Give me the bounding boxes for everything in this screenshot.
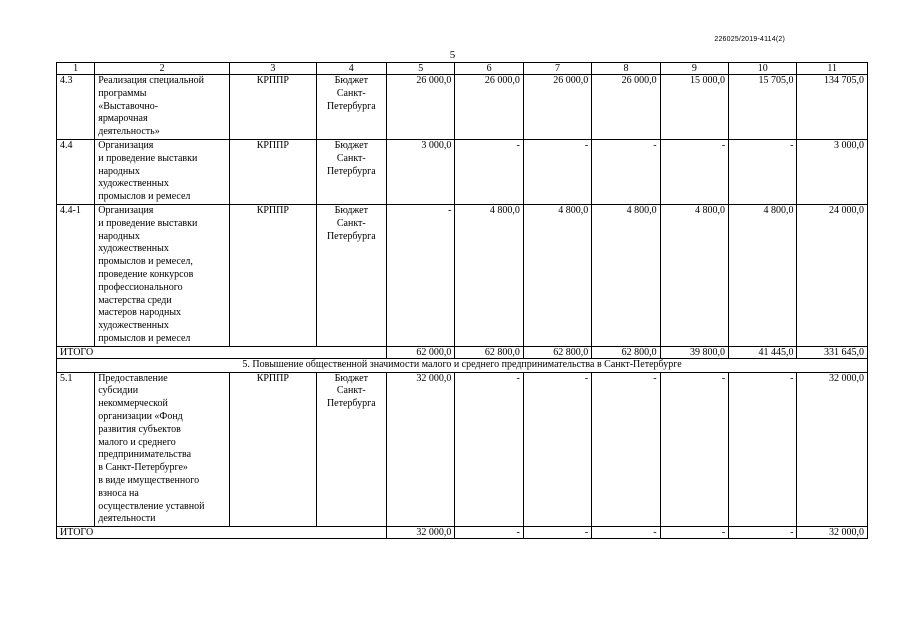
col-number-7: 7 xyxy=(523,63,591,75)
item-executor: КРППР xyxy=(230,139,317,204)
item-number: 5.1 xyxy=(57,372,95,527)
item-name-line: и проведение выставки xyxy=(98,152,198,164)
col-number-1: 1 xyxy=(57,63,95,75)
col-number-8: 8 xyxy=(592,63,660,75)
total-label: ИТОГО xyxy=(57,346,387,358)
item-name-line: промыслов и ремесел, xyxy=(98,256,193,268)
table-row xyxy=(57,139,868,204)
item-name xyxy=(95,75,230,140)
item-name-line: ярмарочная xyxy=(98,113,148,125)
item-name xyxy=(95,372,230,527)
amount-cell: 15 705,0 xyxy=(729,75,797,140)
item-name-line: мастеров народных xyxy=(98,307,182,319)
item-name-line: развития субъектов xyxy=(98,423,181,435)
total-amount-cell: - xyxy=(729,527,797,539)
item-name-line: Реализация специальной xyxy=(98,75,204,86)
item-name-line: промыслов и ремесел xyxy=(98,332,191,344)
amount-cell: - xyxy=(387,204,455,346)
item-name-line: промыслов и ремесел xyxy=(98,191,191,203)
item-name-line: в виде имущественного xyxy=(98,474,200,486)
total-amount-cell: 331 645,0 xyxy=(797,346,868,358)
item-name-line: мастерства среди xyxy=(98,294,172,306)
amount-cell: 3 000,0 xyxy=(387,139,455,204)
section-row xyxy=(57,358,868,372)
item-number: 4.4 xyxy=(57,139,95,204)
page-number: 5 xyxy=(449,49,456,61)
item-name-line: художественных xyxy=(98,320,169,332)
amount-cell: - xyxy=(660,372,728,527)
col-number-5: 5 xyxy=(387,63,455,75)
col-number-11: 11 xyxy=(797,63,868,75)
funding-source-line: Петербурга xyxy=(326,398,376,410)
amount-cell: 15 000,0 xyxy=(660,75,728,140)
item-number: 4.4-1 xyxy=(57,204,95,346)
column-number-row xyxy=(57,63,868,75)
budget-table xyxy=(56,62,868,539)
item-executor: КРППР xyxy=(230,372,317,527)
item-name-line: некоммерческой xyxy=(98,398,168,410)
item-name-line: взноса на xyxy=(98,487,139,499)
funding-source xyxy=(316,75,386,140)
item-name xyxy=(95,204,230,346)
funding-source xyxy=(316,204,386,346)
total-amount-cell: - xyxy=(523,527,591,539)
item-name-line: в Санкт-Петербурге» xyxy=(98,462,188,474)
total-amount-cell: 62 800,0 xyxy=(592,346,660,358)
funding-source-line: Бюджет xyxy=(334,75,368,86)
item-name-line: программы xyxy=(98,87,147,99)
funding-source-line: Санкт- xyxy=(336,385,366,397)
col-number-10: 10 xyxy=(729,63,797,75)
funding-source-line: Бюджет xyxy=(334,372,368,384)
table-row xyxy=(57,75,868,140)
amount-cell: 26 000,0 xyxy=(592,75,660,140)
item-name-line: осуществление уставной xyxy=(98,500,205,512)
amount-cell: 26 000,0 xyxy=(523,75,591,140)
item-name-line: народных xyxy=(98,165,140,177)
item-name-line: малого и среднего xyxy=(98,436,176,448)
total-amount-cell: 62 800,0 xyxy=(455,346,523,358)
total-row xyxy=(57,527,868,539)
amount-cell: 4 800,0 xyxy=(660,204,728,346)
item-executor: КРППР xyxy=(230,75,317,140)
item-name-line: организации «Фонд xyxy=(98,410,183,422)
item-name-line: художественных xyxy=(98,178,169,190)
funding-source-line: Петербурга xyxy=(326,100,376,112)
col-number-3: 3 xyxy=(230,63,317,75)
amount-cell: 4 800,0 xyxy=(592,204,660,346)
amount-cell: 32 000,0 xyxy=(387,372,455,527)
item-number: 4.3 xyxy=(57,75,95,140)
col-number-9: 9 xyxy=(660,63,728,75)
item-name-line: предпринимательства xyxy=(98,449,192,461)
col-number-4: 4 xyxy=(316,63,386,75)
funding-source-line: Петербурга xyxy=(326,165,376,177)
item-name-line: субсидии xyxy=(98,385,139,397)
total-row xyxy=(57,346,868,358)
amount-cell: 26 000,0 xyxy=(455,75,523,140)
funding-source-line: Санкт- xyxy=(336,217,366,229)
item-name-line: Предоставление xyxy=(98,372,168,384)
amount-cell: 26 000,0 xyxy=(387,75,455,140)
table-row xyxy=(57,204,868,346)
amount-cell: 4 800,0 xyxy=(729,204,797,346)
total-amount-cell: - xyxy=(660,527,728,539)
amount-cell: - xyxy=(523,139,591,204)
col-number-2: 2 xyxy=(95,63,230,75)
item-name xyxy=(95,139,230,204)
funding-source-line: Санкт- xyxy=(336,152,366,164)
amount-cell: - xyxy=(455,139,523,204)
table-row xyxy=(57,372,868,527)
item-name-line: деятельность» xyxy=(98,126,160,138)
amount-cell: - xyxy=(660,139,728,204)
amount-cell: - xyxy=(592,139,660,204)
funding-source-line: Бюджет xyxy=(334,139,368,151)
amount-cell: 24 000,0 xyxy=(797,204,868,346)
item-name-line: проведение конкурсов xyxy=(98,268,194,280)
total-label: ИТОГО xyxy=(57,527,387,539)
total-amount-cell: 32 000,0 xyxy=(797,527,868,539)
total-amount-cell: 41 445,0 xyxy=(729,346,797,358)
total-amount-cell: 32 000,0 xyxy=(387,527,455,539)
total-amount-cell: - xyxy=(455,527,523,539)
funding-source xyxy=(316,139,386,204)
item-name-line: деятельности xyxy=(98,513,156,525)
document-id: 226025/2019-4114(2) xyxy=(714,36,785,43)
amount-cell: - xyxy=(729,139,797,204)
item-name-line: художественных xyxy=(98,243,169,255)
item-name-line: Организация xyxy=(98,139,154,151)
total-amount-cell: 62 800,0 xyxy=(523,346,591,358)
section-title: 5. Повышение общественной значимости малого и среднего предпринимательства в Санкт-Петербурге xyxy=(57,358,868,372)
amount-cell: - xyxy=(523,372,591,527)
funding-source-line: Санкт- xyxy=(336,87,366,99)
amount-cell: 4 800,0 xyxy=(455,204,523,346)
total-amount-cell: - xyxy=(592,527,660,539)
item-name-line: Организация xyxy=(98,204,154,216)
amount-cell: - xyxy=(592,372,660,527)
total-amount-cell: 39 800,0 xyxy=(660,346,728,358)
item-name-line: профессионального xyxy=(98,281,183,293)
amount-cell: - xyxy=(729,372,797,527)
amount-cell: 32 000,0 xyxy=(797,372,868,527)
item-name-line: и проведение выставки xyxy=(98,217,198,229)
amount-cell: 3 000,0 xyxy=(797,139,868,204)
total-amount-cell: 62 000,0 xyxy=(387,346,455,358)
col-number-6: 6 xyxy=(455,63,523,75)
item-executor: КРППР xyxy=(230,204,317,346)
item-name-line: «Выставочно- xyxy=(98,100,159,112)
amount-cell: 134 705,0 xyxy=(797,75,868,140)
funding-source-line: Бюджет xyxy=(334,204,368,216)
amount-cell: - xyxy=(455,372,523,527)
funding-source xyxy=(316,372,386,527)
item-name-line: народных xyxy=(98,230,140,242)
funding-source-line: Петербурга xyxy=(326,230,376,242)
amount-cell: 4 800,0 xyxy=(523,204,591,346)
